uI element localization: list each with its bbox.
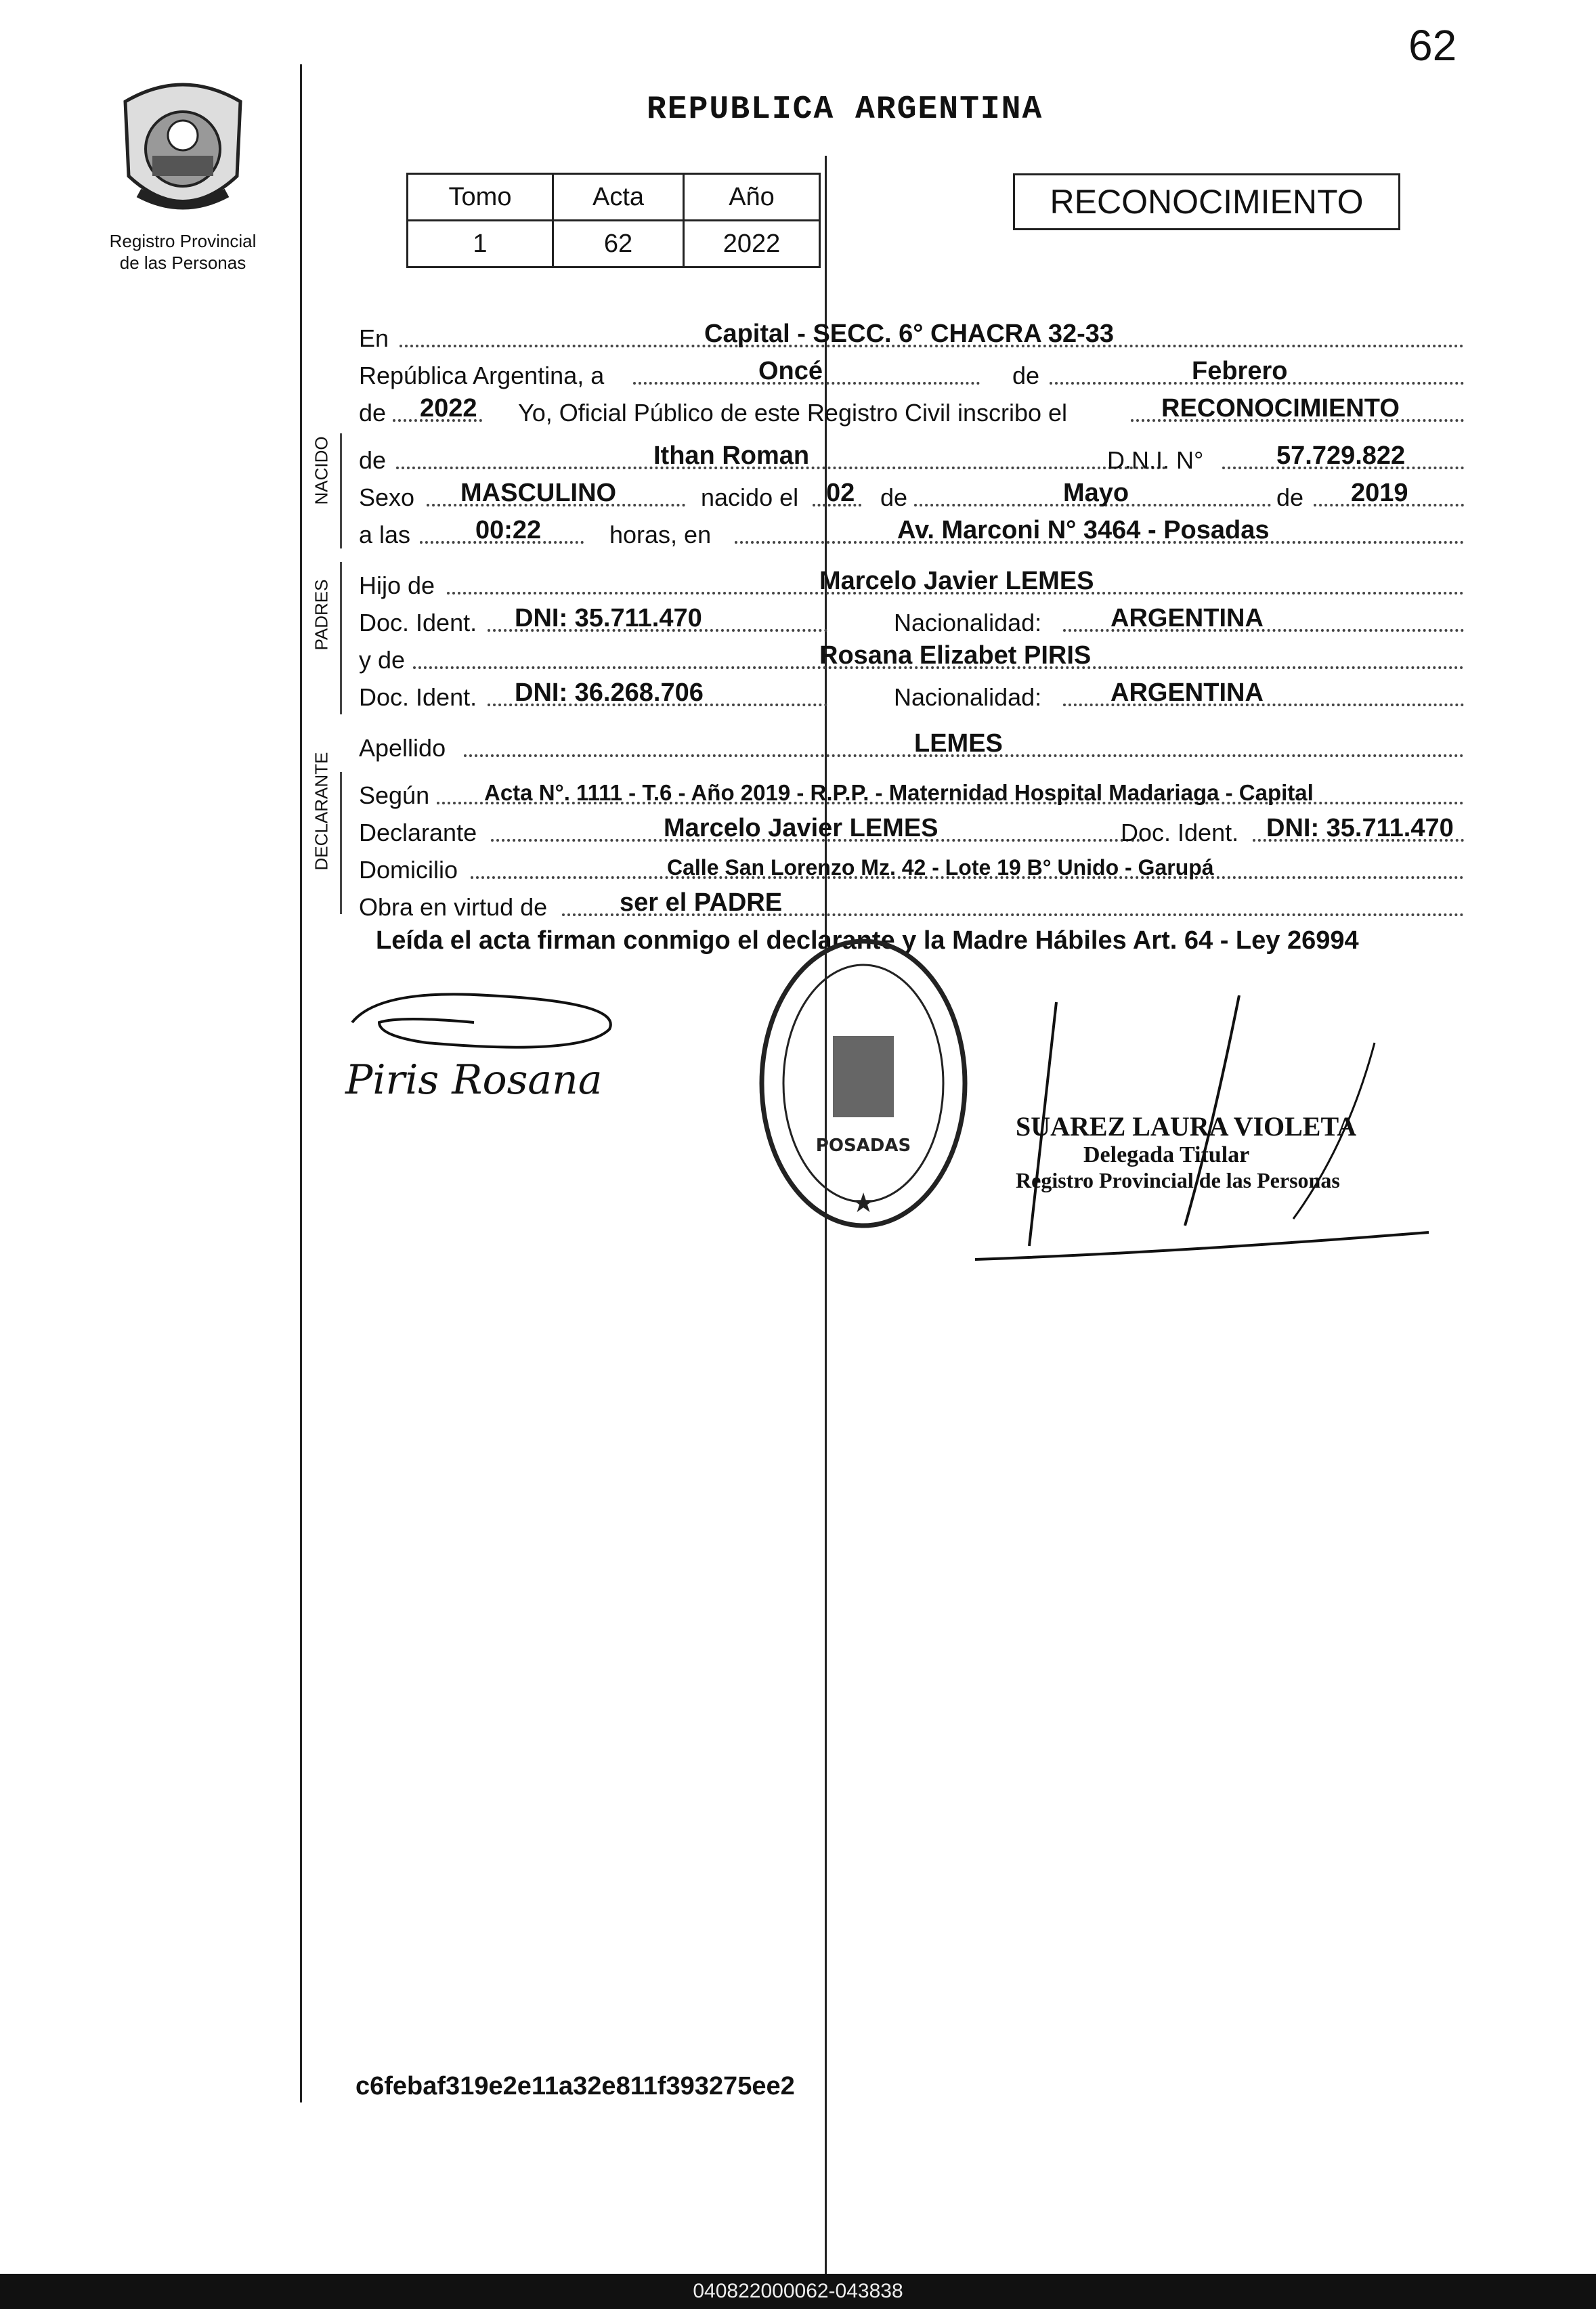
- value-lugar-registro: Capital - SECC. 6° CHACRA 32-33: [704, 320, 1115, 348]
- label-de: de: [1276, 483, 1304, 511]
- svg-text:★: ★: [851, 1188, 876, 1218]
- signature-madre: [339, 975, 650, 1124]
- official-name: SUAREZ LAURA VIOLETA: [1016, 1111, 1357, 1142]
- label-nacionalidad: Nacionalidad:: [894, 609, 1042, 636]
- label-de: de: [1012, 362, 1040, 389]
- footer-barcode-code: 040822000062-043838: [0, 2274, 1596, 2309]
- label-doc-ident: Doc. Ident.: [359, 609, 477, 636]
- value-doc-padre: DNI: 35.711.470: [515, 604, 702, 632]
- row-hora: [359, 511, 1464, 549]
- row-hijo: [359, 562, 1464, 600]
- left-margin-line: [300, 64, 302, 2102]
- registry-line2: de las Personas: [119, 253, 246, 273]
- value-anio-inscripcion: 2022: [420, 394, 477, 423]
- row-nombre: [359, 437, 1464, 475]
- section-bracket-padres: [340, 562, 342, 714]
- label-yo-oficial: Yo, Oficial Público de este Registro Civil inscribo el: [518, 399, 1068, 427]
- side-label-declarante: DECLARANTE: [311, 752, 332, 871]
- row-madre: [359, 636, 1464, 674]
- value-nacionalidad-padre: ARGENTINA: [1110, 604, 1264, 632]
- value-tomo: 1: [408, 221, 553, 267]
- tomo-acta-anio-table: [406, 173, 821, 268]
- value-nacionalidad-madre: ARGENTINA: [1110, 678, 1264, 707]
- value-apellido: LEMES: [914, 729, 1003, 758]
- header-anio: Año: [684, 174, 820, 221]
- value-hora: 00:22: [475, 516, 542, 544]
- row-anio: [359, 389, 1464, 427]
- value-madre: Rosana Elizabet PIRIS: [819, 641, 1092, 670]
- label-de: de: [880, 483, 908, 511]
- value-sexo: MASCULINO: [460, 479, 617, 507]
- value-inscribo: RECONOCIMIENTO: [1161, 394, 1400, 423]
- document-type-box: RECONOCIMIENTO: [1013, 173, 1400, 230]
- side-label-nacido: NACIDO: [311, 436, 332, 505]
- row-apellido: [359, 725, 1464, 762]
- value-nac-dia: 02: [826, 479, 855, 507]
- row-doc-padre: [359, 599, 1464, 637]
- label-segun: Según: [359, 781, 430, 809]
- value-nombre: Ithan Roman: [653, 441, 810, 470]
- registry-line1: Registro Provincial: [109, 231, 257, 251]
- label-dni: D.N.I. N°: [1107, 446, 1204, 474]
- value-declarante: Marcelo Javier LEMES: [664, 814, 939, 842]
- label-domicilio: Domicilio: [359, 856, 458, 884]
- registry-label: [81, 230, 284, 274]
- label-declarante: Declarante: [359, 819, 477, 846]
- label-sexo: Sexo: [359, 483, 415, 511]
- label-alas: a las: [359, 521, 411, 548]
- value-segun: Acta N°. 1111 - T.6 - Año 2019 - R.P.P. - Maternidad Hospital Madariaga - Capital: [484, 780, 1314, 805]
- row-sexo: [359, 474, 1464, 512]
- label-en: En: [359, 324, 389, 352]
- value-obra: ser el PADRE: [620, 888, 783, 917]
- header-tomo: Tomo: [408, 174, 553, 221]
- label-doc-ident: Doc. Ident.: [1121, 819, 1239, 846]
- row-segun: [359, 772, 1464, 810]
- value-mes: Febrero: [1192, 357, 1288, 385]
- value-dia: Oncé: [758, 357, 823, 385]
- value-nac-anio: 2019: [1351, 479, 1408, 507]
- document-title: REPUBLICA ARGENTINA: [647, 91, 1043, 128]
- value-nac-mes: Mayo: [1063, 479, 1129, 507]
- label-apellido: Apellido: [359, 734, 446, 762]
- section-bracket-nacido: [340, 433, 342, 548]
- label-republica: República Argentina, a: [359, 362, 605, 389]
- value-anio: 2022: [684, 221, 820, 267]
- row-declarante: [359, 809, 1464, 847]
- row-fecha: [359, 352, 1464, 390]
- row-obra: [359, 884, 1464, 922]
- label-obra: Obra en virtud de: [359, 893, 548, 921]
- official-registry: Registro Provincial de las Personas: [1016, 1168, 1340, 1192]
- official-signature-block: [1016, 1110, 1356, 1193]
- label-de: de: [359, 446, 387, 474]
- value-doc-madre: DNI: 36.268.706: [515, 678, 704, 707]
- value-doc-declarante: DNI: 35.711.470: [1266, 814, 1454, 842]
- header-acta: Acta: [553, 174, 684, 221]
- side-label-padres: PADRES: [311, 579, 332, 651]
- value-domicilio: Calle San Lorenzo Mz. 42 - Lote 19 B° Unido - Garupá: [667, 855, 1214, 880]
- label-nacido: nacido el: [701, 483, 799, 511]
- value-acta: 62: [553, 221, 684, 267]
- row-doc-madre: [359, 674, 1464, 712]
- section-bracket-declarante: [340, 772, 342, 914]
- value-padre: Marcelo Javier LEMES: [819, 567, 1094, 595]
- closing-statement: Leída el acta firman conmigo el declarante y la Madre Hábiles Art. 64 - Ley 26994: [376, 926, 1359, 955]
- label-de: de: [359, 399, 387, 427]
- label-yde: y de: [359, 646, 406, 674]
- label-doc-ident: Doc. Ident.: [359, 683, 477, 711]
- label-hijo: Hijo de: [359, 571, 435, 599]
- value-lugar-nacimiento: Av. Marconi N° 3464 - Posadas: [897, 516, 1270, 544]
- label-nacionalidad: Nacionalidad:: [894, 683, 1042, 711]
- official-stamp: [752, 928, 975, 1239]
- row-domicilio: [359, 846, 1464, 884]
- label-horas-en: horas, en: [609, 521, 712, 548]
- row-en: [359, 315, 1464, 353]
- svg-text:POSADAS: POSADAS: [815, 1136, 911, 1156]
- official-role: Delegada Titular: [1083, 1142, 1250, 1167]
- page-number: 62: [1408, 21, 1457, 70]
- value-dni: 57.729.822: [1276, 441, 1406, 470]
- provincial-seal-logo: [112, 74, 254, 227]
- signature-madre-text: Piris Rosana: [345, 1056, 603, 1104]
- document-hash: c6febaf319e2e11a32e811f393275ee2: [355, 2072, 795, 2100]
